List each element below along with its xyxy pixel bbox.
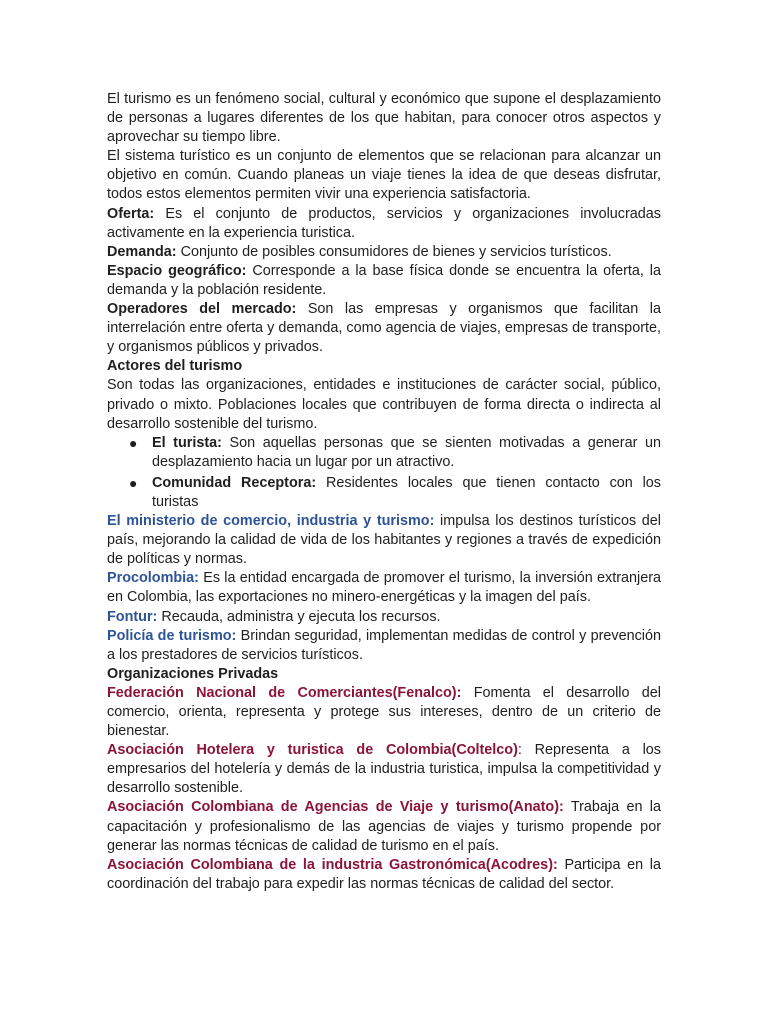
entity-term: Asociación Colombiana de la industria Gastronómica(Acodres):: [107, 856, 558, 873]
entity-text: Es la entidad encargada de promover el turismo, la inversión extranjera en Colombia, las exportaciones no minero-energéticas y la imagen del país.: [107, 570, 661, 606]
definition-term: Operadores del mercado:: [107, 301, 297, 318]
list-item: [107, 434, 661, 472]
list-item: [107, 474, 661, 512]
definition-text: Son las empresas y organismos que facilitan la interrelación entre oferta y demanda, como agencia de viajes, empresas de transporte, y organismos públicos y privados.: [107, 301, 661, 356]
bullet-icon: ●: [129, 474, 138, 491]
entity-term: Procolombia:: [107, 570, 199, 587]
definition-demanda: [107, 243, 661, 262]
coltelco-paragraph: [107, 741, 661, 798]
bullet-icon: ●: [129, 434, 138, 451]
entity-text: Trabaja en la capacitación y profesionalismo de las agencias de viajes y turismo propende por generar las normas técnicas de calidad de turismo en el país.: [107, 799, 661, 854]
entity-term: Federación Nacional de Comerciantes(Fenalco):: [107, 684, 462, 701]
definition-term: Oferta:: [107, 205, 155, 222]
entity-text: Recauda, administra y ejecuta los recursos.: [157, 608, 441, 625]
list-item-text: Residentes locales que tienen contacto con los turistas: [152, 474, 662, 510]
list-item-term: Comunidad Receptora:: [152, 474, 317, 491]
entity-term: Policía de turismo:: [107, 627, 237, 644]
entity-text: : Representa a los empresarios del hotelería y demás de la industria turistica, impulsa la competitividad y desarrollo sostenible.: [107, 742, 661, 797]
fontur-paragraph: [107, 608, 661, 627]
definition-text: Conjunto de posibles consumidores de bienes y servicios turísticos.: [176, 243, 612, 260]
sistema-paragraph: El sistema turístico es un conjunto de elementos que se relacionan para alcanzar un objetivo en común. Cuando planeas un viaje tienes la idea de que deseas disfrutar, todos estos elementos permiten vivir una experiencia satisfactoria.: [107, 148, 661, 203]
fenalco-paragraph: [107, 684, 661, 741]
policia-paragraph: [107, 627, 661, 665]
actores-list: [107, 434, 661, 512]
acodres-paragraph: [107, 856, 661, 894]
definition-term: Demanda:: [107, 243, 177, 260]
privadas-heading: Organizaciones Privadas: [107, 665, 279, 682]
definition-term: Espacio geográfico:: [107, 262, 247, 279]
entity-term: Asociación Hotelera y turistica de Colombia(Coltelco): [107, 742, 518, 759]
entity-text: Participa en la coordinación del trabajo para expedir las normas técnicas de calidad del sector.: [107, 856, 661, 892]
entity-term: El ministerio de comercio, industria y turismo:: [107, 513, 435, 530]
actores-paragraph: Son todas las organizaciones, entidades e instituciones de carácter social, público, privado o mixto. Poblaciones locales que contribuyen de forma directa o indirecta al desarrollo sostenible del turismo.: [107, 377, 661, 432]
actores-heading: Actores del turismo: [107, 358, 243, 375]
ministerio-paragraph: [107, 512, 661, 569]
definition-text: Corresponde a la base física donde se encuentra la oferta, la demanda y la población residente.: [107, 262, 661, 298]
definition-oferta: [107, 205, 661, 243]
entity-text: Fomenta el desarrollo del comercio, orienta, representa y protege sus intereses, dentro de un criterio de bienestar.: [107, 684, 661, 740]
entity-term: Fontur:: [107, 608, 158, 625]
intro-paragraph: El turismo es un fenómeno social, cultural y económico que supone el desplazamiento de personas a lugares diferentes de los que habitan, para conocer otros aspectos y aprovechar su tiempo libre.: [107, 91, 661, 146]
list-item-term: El turista:: [152, 434, 222, 451]
definition-text: Es el conjunto de productos, servicios y organizaciones involucradas activamente en la experiencia turistica.: [107, 205, 661, 241]
list-item-text: Son aquellas personas que se sienten motivadas a generar un desplazamiento hacia un lugar por un atractivo.: [152, 434, 661, 470]
definition-operadores: [107, 300, 661, 357]
entity-text: impulsa los destinos turísticos del país, mejorando la calidad de vida de los habitantes y regiones a través de expedición de políticas y normas.: [107, 513, 662, 568]
entity-term: Asociación Colombiana de Agencias de Viaje y turismo(Anato):: [107, 799, 564, 816]
entity-text: Brindan seguridad, implementan medidas de control y prevención a los prestadores de servicios turísticos.: [107, 627, 661, 663]
anato-paragraph: [107, 798, 661, 855]
definition-espacio: [107, 262, 661, 300]
procolombia-paragraph: [107, 569, 661, 607]
